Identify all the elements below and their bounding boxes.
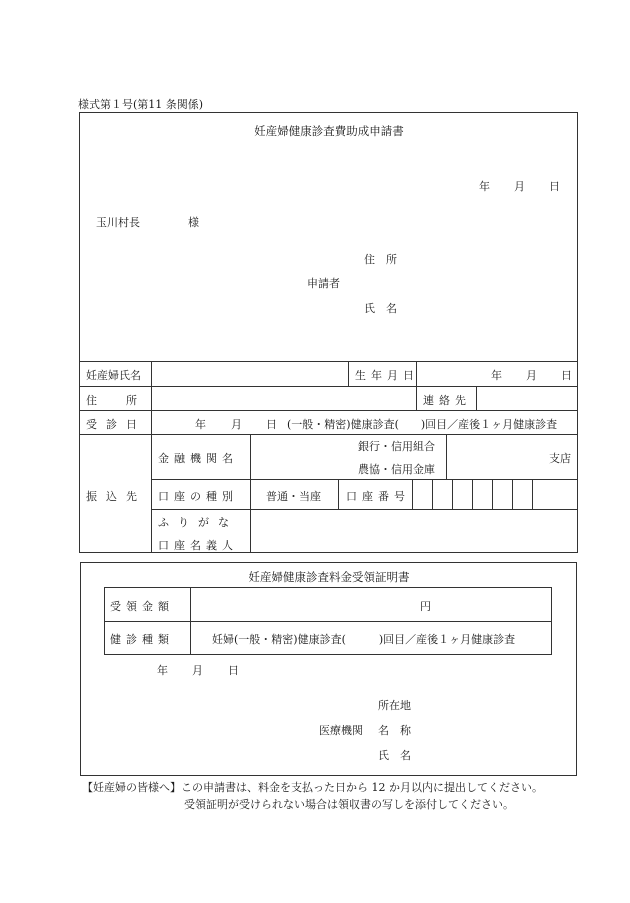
- exam-date-day: 日: [266, 418, 277, 431]
- addressee: 玉川村長: [96, 216, 140, 229]
- birthdate-year: 年: [491, 369, 502, 382]
- certificate-title: 妊産婦健康診査料金受領証明書: [248, 570, 410, 584]
- table-address-label: 住 所: [86, 394, 146, 407]
- account-holder-field[interactable]: [251, 510, 577, 552]
- birthdate-label: 生年月日: [355, 369, 419, 382]
- exam-date-year: 年: [195, 418, 206, 431]
- application-date-year: 年: [479, 180, 490, 193]
- amount-unit: 円: [420, 600, 431, 613]
- footer-note-line1: 【妊産婦の皆様へ】この申請書は、料金を支払った日から 12 か月以内に提出してください。: [82, 781, 543, 794]
- birthdate-field[interactable]: [417, 362, 577, 385]
- transfer-label: 振込先: [86, 490, 146, 503]
- account-holder-label: 口座名義人: [158, 539, 238, 552]
- birthdate-day: 日: [561, 369, 572, 382]
- certificate-name-label: 氏 名: [378, 749, 411, 762]
- amount-label: 受領金額: [110, 600, 174, 613]
- application-date-month: 月: [514, 180, 525, 193]
- bank-type-line1: 銀行・信用組合: [358, 440, 435, 453]
- account-type-options[interactable]: 普通・当座: [266, 490, 321, 503]
- birthdate-month: 月: [526, 369, 537, 382]
- form-label: 様式第１号(第11 条関係): [78, 98, 204, 111]
- pregnant-name-label: 妊産婦氏名: [86, 369, 141, 382]
- application-title: 妊産婦健康診査費助成申請書: [254, 124, 404, 138]
- certificate-date-day: 日: [228, 664, 239, 677]
- contact-field[interactable]: [477, 387, 577, 409]
- exam-date-month: 月: [231, 418, 242, 431]
- address-field[interactable]: [152, 387, 415, 409]
- applicant-label: 申請者: [307, 277, 340, 290]
- exam-kind-text: 妊婦(一般・精密)健康診査( )回目／産後１ヶ月健康診査: [212, 633, 516, 646]
- applicant-name-label: 氏 名: [364, 302, 397, 315]
- branch-label: 支店: [549, 452, 571, 465]
- exam-kind-label: 健診種類: [110, 633, 174, 646]
- institution-name-label: 名 称: [378, 724, 411, 737]
- certificate-date-month: 月: [192, 664, 203, 677]
- bank-name-field[interactable]: [251, 435, 351, 478]
- furigana-label: ふりがな: [158, 516, 238, 529]
- account-number-label: 口座番号: [346, 490, 410, 503]
- institution-location-label: 所在地: [378, 699, 411, 712]
- certificate-date-year: 年: [157, 664, 168, 677]
- applicant-address-label: 住 所: [364, 253, 397, 266]
- bank-type-line2: 農協・信用金庫: [358, 463, 435, 476]
- account-number-field[interactable]: [413, 480, 577, 508]
- application-date-day: 日: [549, 180, 560, 193]
- addressee-honorific: 様: [188, 216, 199, 229]
- footer-note-line2: 受領証明が受けられない場合は領収書の写しを添付してください。: [184, 798, 514, 811]
- exam-date-label: 受診日: [86, 418, 146, 431]
- branch-name-field[interactable]: [447, 435, 547, 478]
- exam-type-text: (一般・精密)健康診査( )回目／産後１ヶ月健康診査: [287, 418, 558, 431]
- bank-name-label: 金融機関名: [158, 452, 238, 465]
- contact-label: 連絡先: [423, 394, 471, 407]
- account-type-label: 口座の種別: [158, 490, 238, 503]
- institution-label: 医療機関: [319, 724, 363, 737]
- amount-field[interactable]: [191, 588, 411, 620]
- pregnant-name-field[interactable]: [152, 362, 347, 385]
